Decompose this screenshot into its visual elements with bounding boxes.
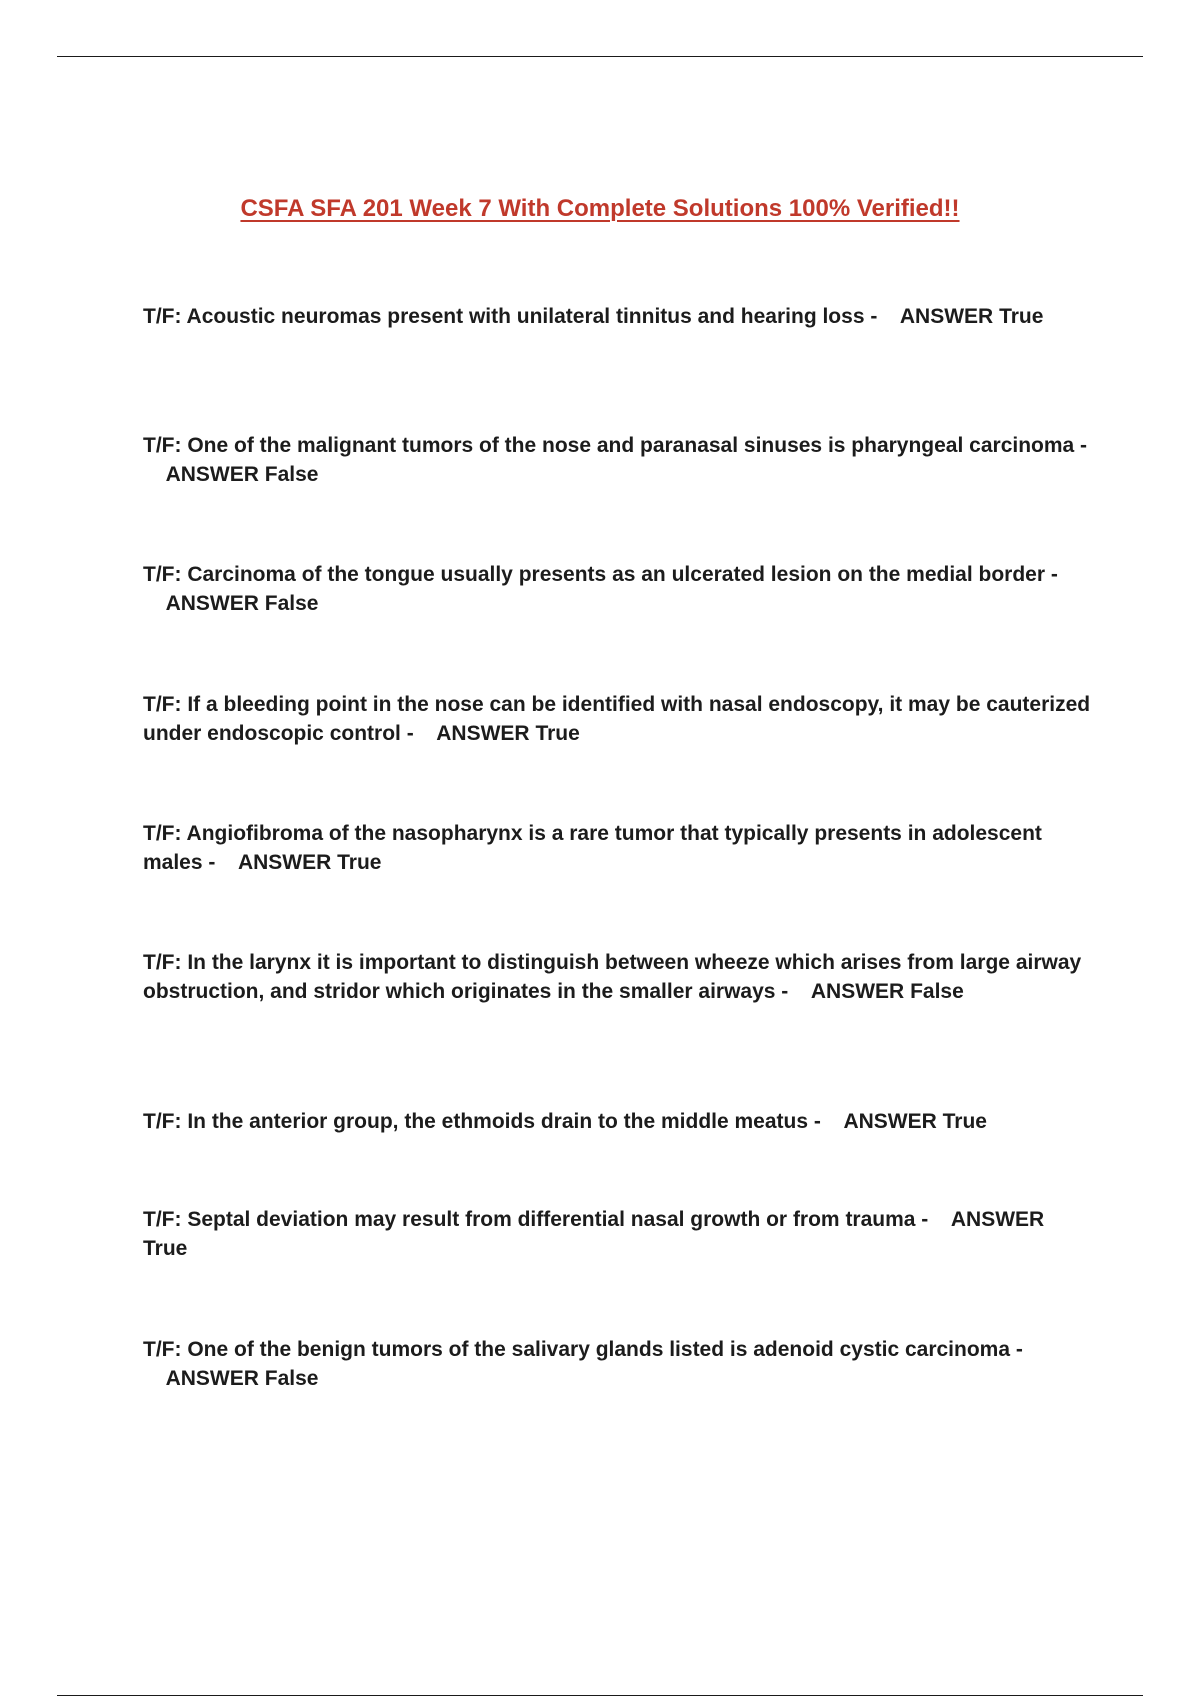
answer-label: ANSWER [950,1208,1045,1231]
question-text: T/F: Acoustic neuromas present with unilateral tinnitus and hearing loss - [143,305,878,328]
answer-label: ANSWER [810,980,905,1003]
answer-value: True [143,1237,188,1260]
answer-label: ANSWER [899,305,994,328]
answer-value: False [264,592,319,615]
answer-value: False [264,1367,319,1390]
question-text: T/F: Angiofibroma of the nasopharynx is a rare tumor that typically presents in adolescent males - [143,822,1042,874]
document-title: CSFA SFA 201 Week 7 With Complete Solutions 100% Verified!! [240,195,960,222]
answer-value: False [264,463,319,486]
question-text: T/F: One of the malignant tumors of the nose and paranasal sinuses is pharyngeal carcinoma - [143,434,1088,457]
answer-value: True [942,1110,987,1133]
qa-item-2 [143,431,1093,489]
answer-label: ANSWER [436,722,530,745]
header-rule [57,56,1143,57]
qa-item-7 [143,1107,1093,1136]
qa-item-5 [143,819,1093,877]
question-text: T/F: Septal deviation may result from differential nasal growth or from trauma - [143,1208,929,1231]
question-text: T/F: In the larynx it is important to distinguish between wheeze which arises from large airway obstruction, and stridor which originates in the smaller airways - [143,951,1082,1003]
qa-item-4 [143,690,1093,748]
question-text: T/F: One of the benign tumors of the salivary glands listed is adenoid cystic carcinoma - [143,1338,1023,1361]
answer-label: ANSWER [165,1367,259,1390]
answer-value: True [999,305,1044,328]
answer-label: ANSWER [165,592,259,615]
footer-rule [57,1695,1143,1696]
question-text: T/F: If a bleeding point in the nose can be identified with nasal endoscopy, it may be cauterized under endoscopic control - [143,693,1091,745]
answer-value: True [535,722,580,745]
question-text: T/F: Carcinoma of the tongue usually presents as an ulcerated lesion on the medial border - [143,563,1058,586]
question-text: T/F: In the anterior group, the ethmoids drain to the middle meatus - [143,1110,821,1133]
qa-item-1 [143,302,1093,331]
answer-label: ANSWER [237,851,332,874]
qa-item-8 [143,1205,1093,1263]
answer-label: ANSWER [165,463,259,486]
answer-value: True [337,851,382,874]
answer-value: False [910,980,964,1003]
qa-item-3 [143,560,1093,618]
qa-item-9 [143,1335,1093,1393]
answer-label: ANSWER [843,1110,937,1133]
qa-item-6 [143,948,1093,1006]
